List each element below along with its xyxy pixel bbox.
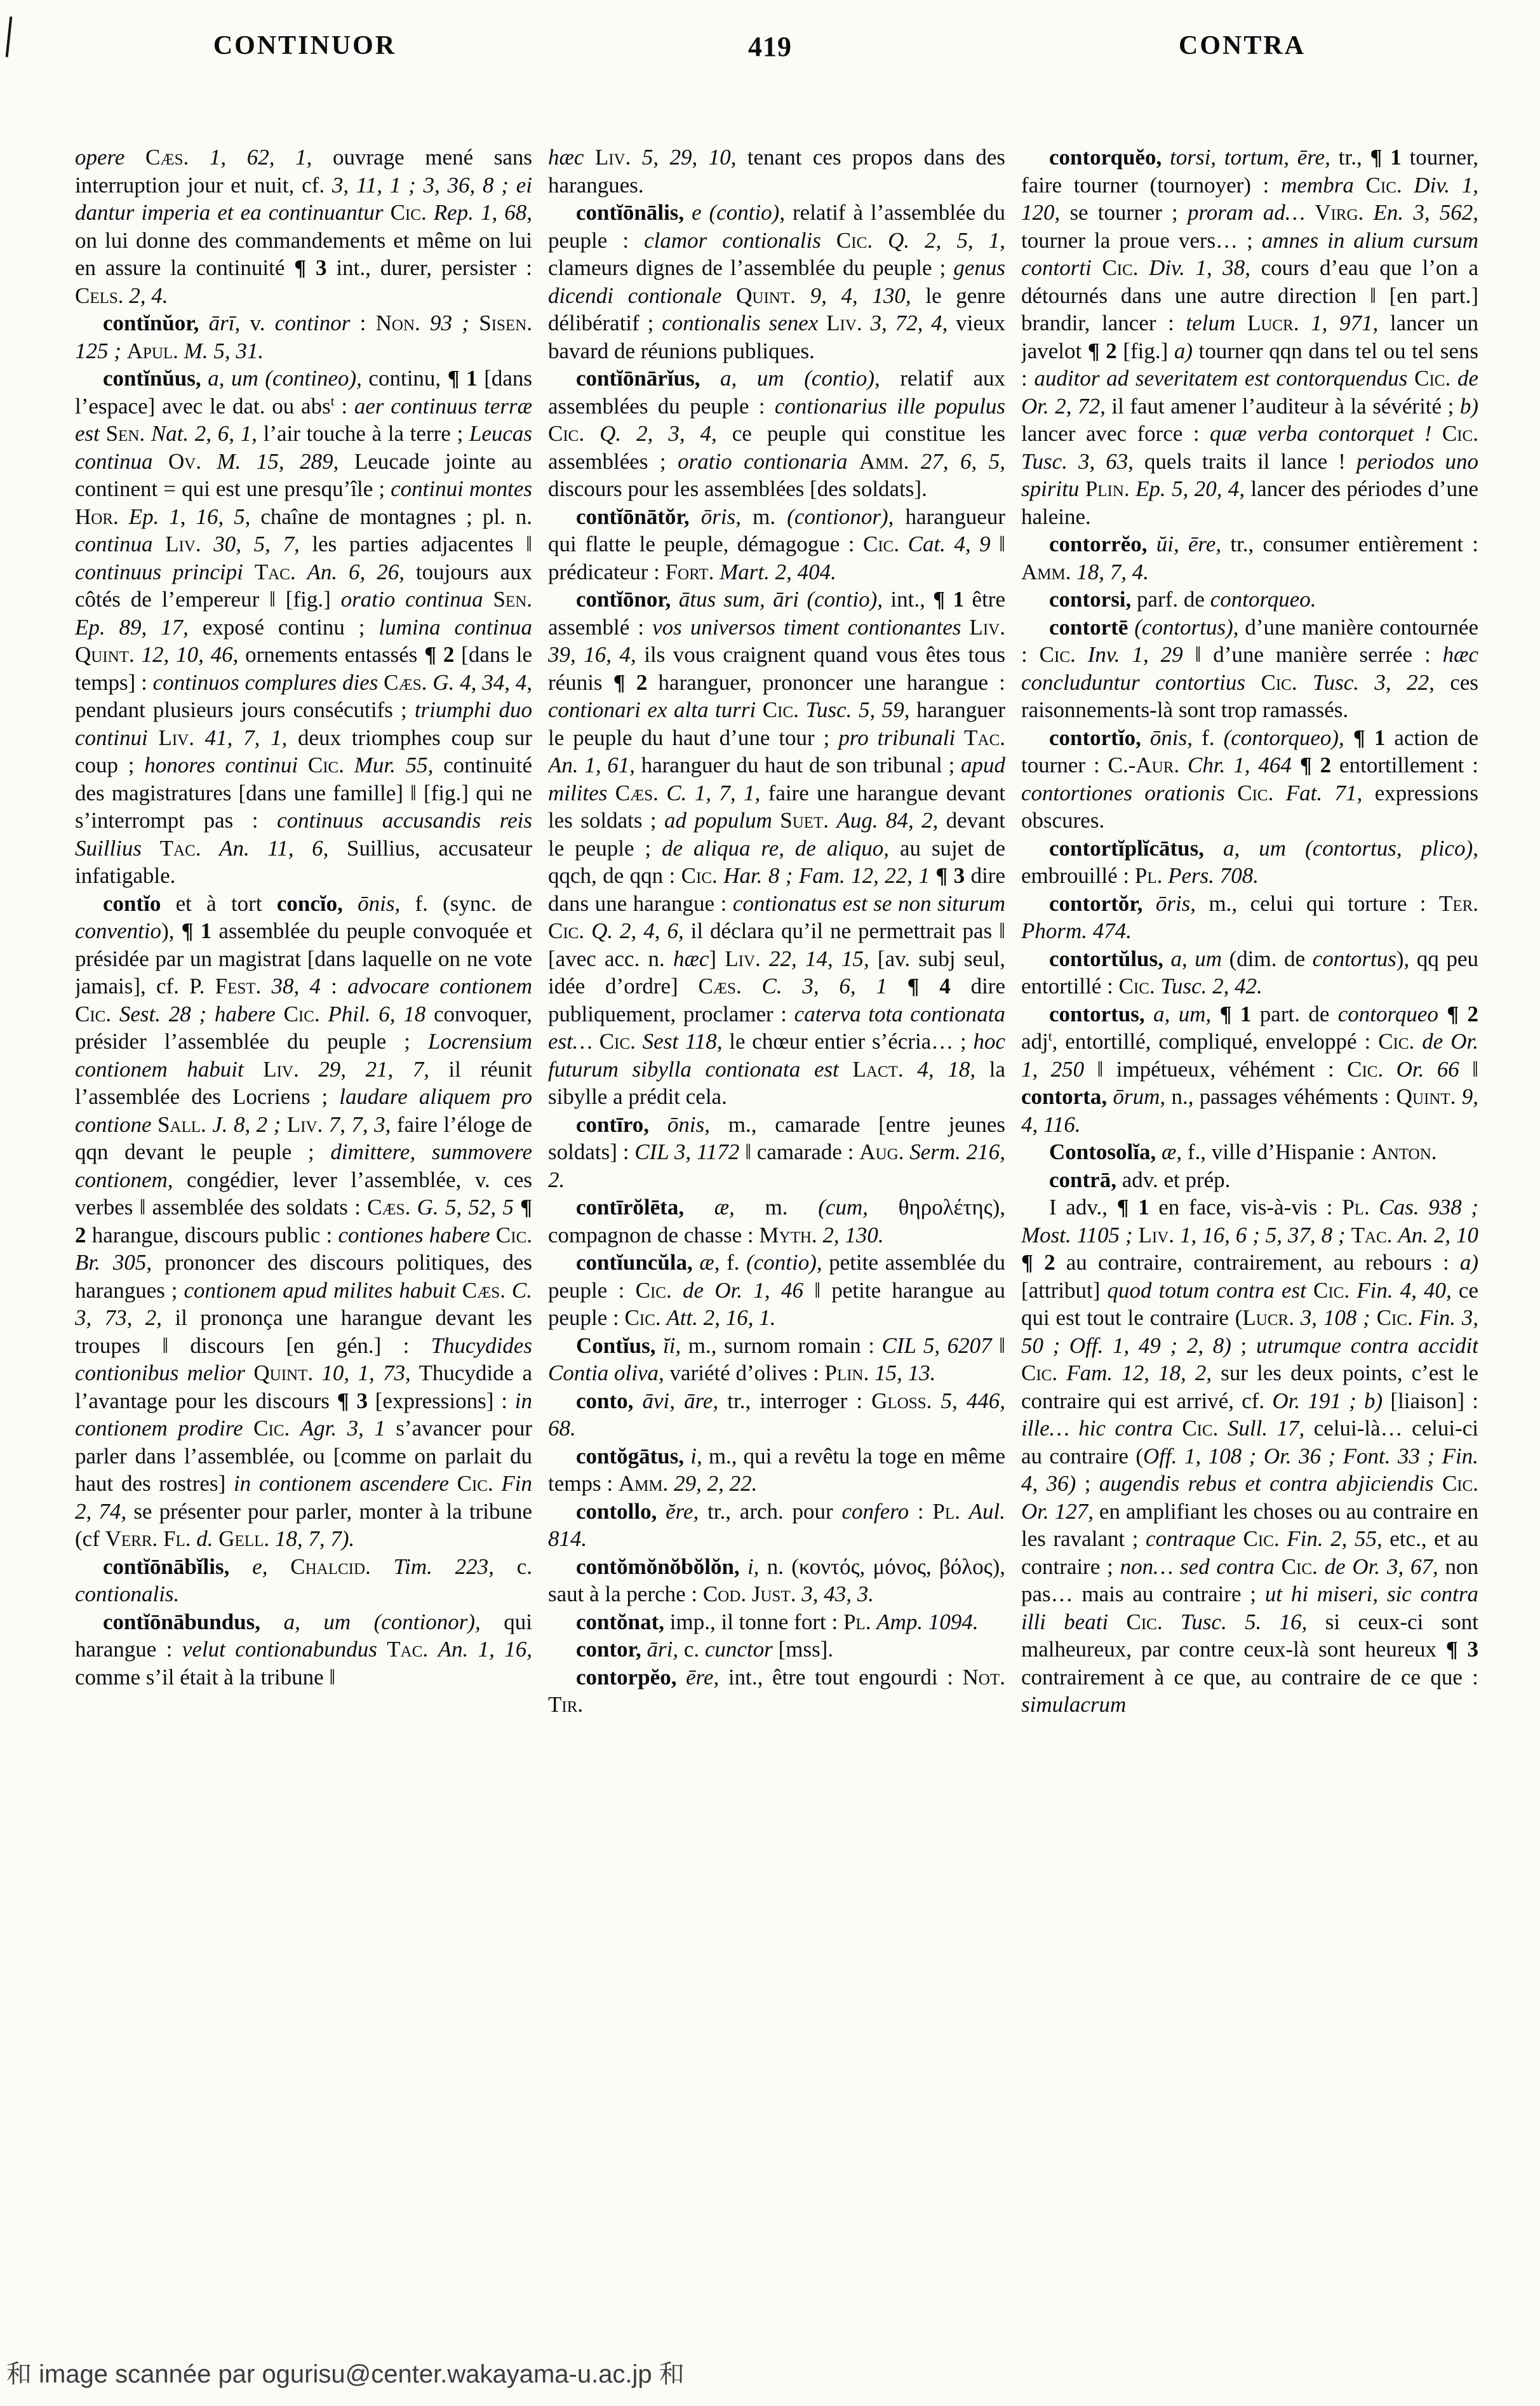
entry-contionator: contĭōnātŏr, ōris, m. (contionor), harangueur qui flatte le peuple, démagogue : Cic. Cat. 4, 9 ‖ prédicateur : Fort. Mart. 2, 404. [548, 504, 1005, 584]
column-3 [1021, 144, 1478, 2350]
entry-continuor: contĭnŭor, ārī, v. continor : Non. 93 ; Sisen. 125 ; Apul. M. 5, 31. [75, 311, 532, 363]
entry-contosolia: Contosolĭa, æ, f., ville d’Hispanie : Anton. [1049, 1139, 1437, 1164]
entry-contortus: contortus, a, um, ¶ 1 part. de contorqueo ¶ 2 adj$^t$, entortillé, compliqué, enveloppé : Cic. de Or. 1, 250 ‖ impétueux, véhément : Cic. Or. 66 ‖ contorta, ōrum, n., passages véhéments : Quint. 9, 4, 116. [1021, 1001, 1478, 1137]
entry-contio: contĭo et à tort concĭo, ōnis, f. (sync. de conventio), ¶ 1 assemblée du peuple convoquée et présidée par un magistrat [dans laquelle on ne vote jamais], cf. P. Fest. 38, 4 : advocare contionem Cic. Sest. 28 ; habere Cic. Phil. 6, 18 convoquer, présider l’assemblée du peuple ; Locrensium contionem habuit Liv. 29, 21, 7, il réunit l’assemblée des Locriens ; laudare aliquem pro contione Sall. J. 8, 2 ; Liv. 7, 7, 3, faire l’éloge de qqn devant le peuple ; dimittere, summovere contionem, congédier, lever l’assemblée, v. ces verbes ‖ assemblée des soldats : Cæs. G. 5, 52, 5 ¶ 2 harangue, discours public : contiones habere Cic. Br. 305, prononcer des discours politiques, des harangues ; contionem apud milites habuit Cæs. C. 3, 73, 2, il prononça une harangue devant les troupes ‖ discours [en gén.] : Thucydides contionibus melior Quint. 10, 1, 73, Thucydide a l’avantage pour les discours ¶ 3 [expressions] : in contionem prodire Cic. Agr. 3, 1 s’avancer pour parler dans l’assemblée, ou [comme on parlait du haut des rostres] in contionem ascendere Cic. Fin 2, 74, se présenter pour parler, monter à la tribune (cf Verr. Fl. d. Gell. 18, 7, 7). [75, 890, 532, 1551]
entry-contiro: contīro, ōnis, m., camarade [entre jeunes soldats] : CIL 3, 1172 ‖ camarade : Aug. Serm. 216, 2. [548, 1112, 1005, 1192]
text-columns [75, 144, 1480, 2350]
entry-contollo: contollo, ĕre, tr., arch. pour confero : Pl. Aul. 814. [548, 1498, 1005, 1551]
entry-contogatus: contŏgātus, i, m., qui a revêtu la toge en même temps : Amm. 29, 2, 22. [548, 1443, 1005, 1496]
entry-contionabundus: contĭōnābundus, a, um (contionor), qui harangue : velut contionabundus Tac. An. 1, 16, comme s’il était à la tribune ‖ [75, 1609, 532, 1690]
scanner-watermark: 和 image scannée par ogurisu@center.wakayama-u.ac.jp 和 [6, 2360, 685, 2388]
entry-conto: conto, āvi, āre, tr., interroger : Gloss. 5, 446, 68. [548, 1388, 1005, 1441]
entry-contor: contor, āri, c. cunctor [mss]. [576, 1637, 834, 1662]
running-head-right: CONTRA [1178, 31, 1306, 60]
entry-contorsi: contorsi, parf. de contorqueo. [1049, 587, 1316, 612]
entry-continuus: contĭnŭus, a, um (contineo), continu, ¶ 1 [dans l’espace] avec le dat. ou abs$^t$ : aer continuus terræ est Sen. Nat. 2, 6, 1, l’air touche à la terre ; Leucas continua Ov. M. 15, 289, Leucade jointe au continent = qui est une presqu’île ; continui montes Hor. Ep. 1, 16, 5, chaîne de montagnes ; pl. n. continua Liv. 30, 5, 7, les parties adjacentes ‖ continuus principi Tac. An. 6, 26, toujours aux côtés de l’empereur ‖ [fig.] oratio continua Sen. Ep. 89, 17, exposé continu ; lumina continua Quint. 12, 10, 46, ornements entassés ¶ 2 [dans le temps] : continuos complures dies Cæs. G. 4, 34, 4, pendant plusieurs jours consécutifs ; triumphi duo continui Liv. 41, 7, 1, deux triomphes coup sur coup ; honores continui Cic. Mur. 55, continuité des magistratures [dans une famille] ‖ [fig.] qui ne s’interrompt pas : continuus accusandis reis Suillius Tac. An. 11, 6, Suillius, accusateur infatigable. [75, 366, 532, 888]
entry-contortulus: contortŭlus, a, um (dim. de contortus), qq peu entortillé : Cic. Tusc. 2, 42. [1021, 946, 1478, 998]
entry-contionabundus-continuation: hæc Liv. 5, 29, 10, tenant ces propos dans des harangues. [548, 145, 1005, 198]
entry-contortiplicatus: contortĭplĭcātus, a, um (contortus, plico), embrouillé : Pl. Pers. 708. [1021, 835, 1478, 888]
running-head-left: CONTINUOR [213, 31, 397, 60]
entry-contomonobolon: contŏmŏnŏbŏlŏn, i, n. (κοντός, μόνος, βόλος), saut à la perche : Cod. Just. 3, 43, 3. [548, 1554, 1005, 1606]
entry-contiuncula: contĭuncŭla, æ, f. (contio), petite assemblée du peuple : Cic. de Or. 1, 46 ‖ petite harangue au peuple : Cic. Att. 2, 16, 1. [548, 1250, 1005, 1330]
entry-contonat: contŏnat, imp., il tonne fort : Pl. Amp. 1094. [576, 1609, 979, 1634]
entry-contionabilis: contĭōnābĭlis, e, Chalcid. Tim. 223, c. contionalis. [75, 1554, 532, 1606]
page-number: 419 [748, 31, 792, 62]
entry-contra: contrā, adv. et prép. [1049, 1167, 1231, 1192]
entry-contorpeo: contorpĕo, ēre, int., être tout engourdi : Not. Tir. [548, 1664, 1005, 1717]
entry-contius: Contĭus, ĭi, m., surnom romain : CIL 5, 6207 ‖ Contia oliva, variété d’olives : Plin. 15, 13. [548, 1333, 1005, 1385]
entry-contorqueo: contorquĕo, torsi, tortum, ēre, tr., ¶ 1 tourner, faire tourner (tournoyer) : membra Cic. Div. 1, 120, se tourner ; proram ad… Virg. En. 3, 562, tourner la proue vers… ; amnes in alium cursum contorti Cic. Div. 1, 38, cours d’eau que l’on a détournés dans une autre direction ‖ [en part.] brandir, lancer : telum Lucr. 1, 971, lancer un javelot ¶ 2 [fig.] a) tourner qqn dans tel ou tel sens : auditor ad severitatem est contorquendus Cic. de Or. 2, 72, il faut amener l’auditeur à la sévérité ; b) lancer avec force : quæ verba contorquet ! Cic. Tusc. 3, 63, quels traits il lance ! periodos uno spiritu Plin. Ep. 5, 20, 4, lancer des périodes d’une haleine. [1021, 145, 1478, 529]
column-1 [75, 144, 532, 2350]
entry-contionalis: contĭōnālis, e (contio), relatif à l’assemblée du peuple : clamor contionalis Cic. Q. 2, 5, 1, clameurs dignes de l’assemblée du peuple ; genus dicendi contionale Quint. 9, 4, 130, le genre délibératif ; contionalis senex Liv. 3, 72, 4, vieux bavard de réunions publiques. [548, 200, 1005, 363]
entry-contorreo: contorrĕo, ŭi, ēre, tr., consumer entièrement : Amm. 18, 7, 4. [1021, 532, 1478, 584]
entry-contortor: contortŏr, ōris, m., celui qui torture : Ter. Phorm. 474. [1021, 890, 1478, 943]
entry-contiroleta: contīrŏlēta, æ, m. (cum, θηρολέτης), compagnon de chasse : Myth. 2, 130. [548, 1195, 1005, 1247]
entry-contra-adv: I adv., ¶ 1 en face, vis-à-vis : Pl. Cas. 938 ; Most. 1105 ; Liv. 1, 16, 6 ; 5, 37, 8 ; Tac. An. 2, 10 ¶ 2 au contraire, contrairement, au rebours : a) [attribut] quod totum contra est Cic. Fin. 4, 40, ce qui est tout le contraire (Lucr. 3, 108 ; Cic. Fin. 3, 50 ; Off. 1, 49 ; 2, 8) ; utrumque contra accidit Cic. Fam. 12, 18, 2, sur les deux points, c’est le contraire qui est arrivé, cf. Or. 191 ; b) [liaison] : ille… hic contra Cic. Sull. 17, celui-là… celui-ci au contraire (Off. 1, 108 ; Or. 36 ; Font. 33 ; Fin. 4, 36) ; augendis rebus et contra abjiciendis Cic. Or. 127, en amplifiant les choses ou au contraire en les ravalant ; contraque Cic. Fin. 2, 55, etc., et au contraire ; non… sed contra Cic. de Or. 3, 67, non pas… mais au contraire ; ut hi miseri, sic contra illi beati Cic. Tusc. 5. 16, si ceux-ci sont malheureux, par contre ceux-là sont heureux ¶ 3 contrairement à ce que, au contraire de ce que : simulacrum [1021, 1195, 1478, 1717]
entry-contionarius: contĭōnārĭus, a, um (contio), relatif aux assemblées du peuple : contionarius ille populus Cic. Q. 2, 3, 4, ce peuple qui constitue les assemblées ; oratio contionaria Amm. 27, 6, 5, discours pour les assemblées [des soldats]. [548, 366, 1005, 501]
entry-continuo-continuation: opere Cæs. 1, 62, 1, ouvrage mené sans interruption jour et nuit, cf. 3, 11, 1 ; 3, 36, 8 ; ei dantur imperia et ea continuantur Cic. Rep. 1, 68, on lui donne des commandements et même on lui en assure la continuité ¶ 3 int., durer, persister : Cels. 2, 4. [75, 145, 532, 308]
entry-contortio: contortĭo, ōnis, f. (contorqueo), ¶ 1 action de tourner : C.-Aur. Chr. 1, 464 ¶ 2 entortillement : contortiones orationis Cic. Fat. 71, expressions obscures. [1021, 725, 1478, 833]
entry-contorte: contortē (contortus), d’une manière contournée : Cic. Inv. 1, 29 ‖ d’une manière serrée : hæc concluduntur contortius Cic. Tusc. 3, 22, ces raisonnements-là sont trop ramassés. [1021, 614, 1478, 722]
entry-contionor: contĭōnor, ātus sum, āri (contio), int., ¶ 1 être assemblé : vos universos timent contionantes Liv. 39, 16, 4, ils vous craignent quand vous êtes tous réunis ¶ 2 haranguer, prononcer une harangue : contionari ex alta turri Cic. Tusc. 5, 59, haranguer le peuple du haut d’une tour ; pro tribunali Tac. An. 1, 61, haranguer du haut de son tribunal ; apud milites Cæs. C. 1, 7, 1, faire une harangue devant les soldats ; ad populum Suet. Aug. 84, 2, devant le peuple ; de aliqua re, de aliquo, au sujet de qqch, de qqn : Cic. Har. 8 ; Fam. 12, 22, 1 ¶ 3 dire dans une harangue : contionatus est se non siturum Cic. Q. 2, 4, 6, il déclara qu’il ne permettrait pas ‖ [avec acc. n. hæc] Liv. 22, 14, 15, [av. subj seul, idée d’ordre] Cæs. C. 3, 6, 1 ¶ 4 dire publiquement, proclamer : caterva tota contionata est… Cic. Sest 118, le chœur entier s’écria… ; hoc futurum sibylla contionata est Lact. 4, 18, la sibylle a prédit cela. [548, 587, 1005, 1109]
column-2 [548, 144, 1005, 2350]
